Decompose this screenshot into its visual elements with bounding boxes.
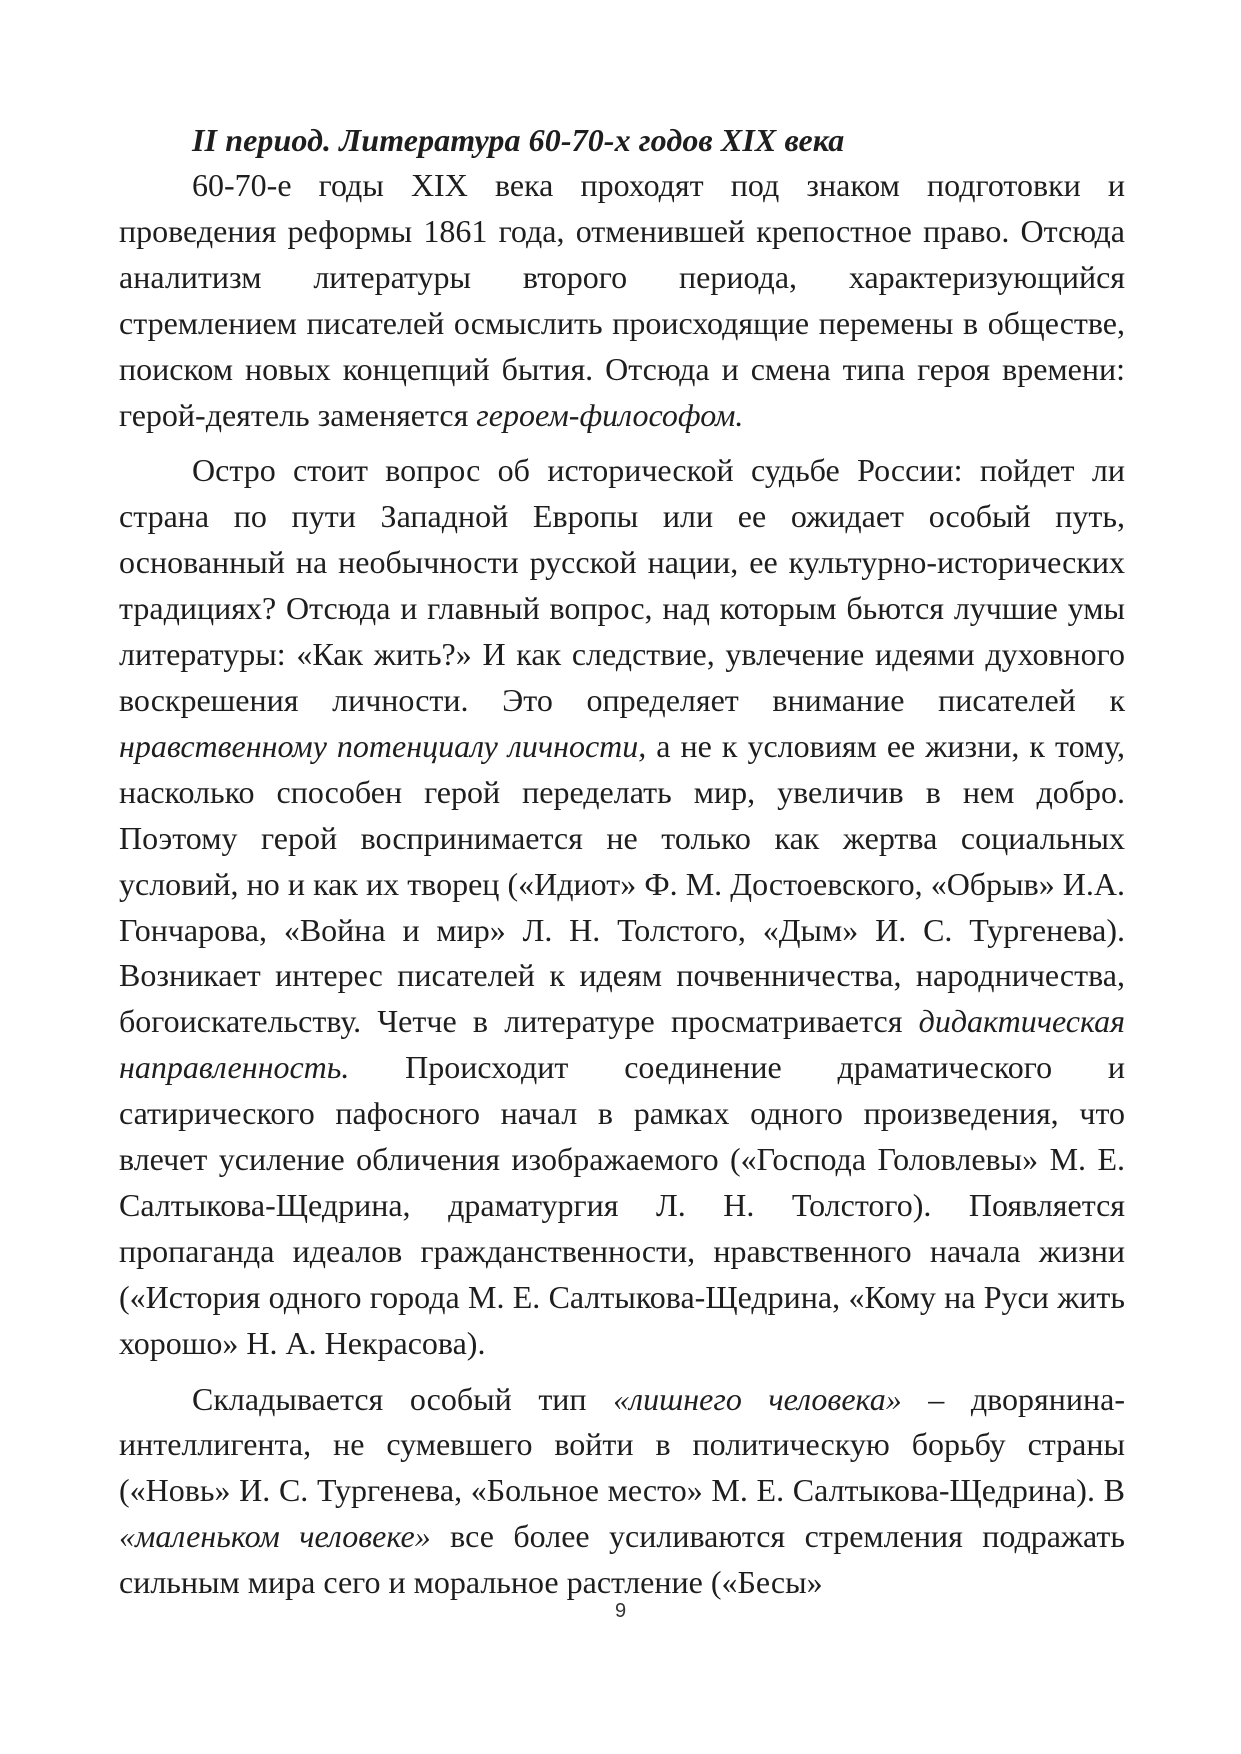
paragraph-3-text-b: – дворянина-интеллигента, не сумевшего войти в политическую борьбу страны («Новь» И. С. Тургенева, «Больное место» М. Е. Салтыкова-Щедрина). В: [119, 1380, 1126, 1509]
paragraph-2-text-b: а не к условиям ее жизни, к тому, насколько способен герой переделать мир, увеличив в нем добро. Поэтому герой воспринимается не только как жертва социальных условий, но и как их творец («Идиот» Ф. М. Достоевского, «Обрыв» И.А. Гончарова, «Война и мир» Л. Н. Толстого, «Дым» И. С. Тургенева). Возникает интерес писателей к идеям почвенничества, народничества, богоискательству. Четче в литературе просматривается: [119, 727, 1125, 1040]
page-content: [119, 118, 1125, 1606]
paragraph-3: [119, 1377, 1125, 1607]
paragraph-1-emphasis: героем-философом.: [476, 396, 744, 433]
section-heading: II период. Литература 60-70-х годов XIX века: [192, 122, 845, 158]
paragraph-3-emphasis-b: «маленьком человеке»: [119, 1518, 431, 1555]
paragraph-2-text-a: Остро стоит вопрос об исторической судьбе России: пойдет ли страна по пути Западной Европы или ее ожидает особый путь, основанный на необычности русской нации, ее культурно-исторических традициях? Отсюда и главный вопрос, над которым бьются лучшие умы литературы: «Как жить?» И как следствие, увлечение идеями духовного воскрешения личности. Это определяет внимание писателей к: [119, 452, 1125, 718]
paragraph-3-emphasis-a: «лишнего человека»: [613, 1380, 902, 1417]
paragraph-1: [119, 163, 1125, 438]
paragraph-1-text: 60-70-е годы XIX века проходят под знаком подготовки и проведения реформы 1861 года, отменившей крепостное право. Отсюда аналитизм литературы второго периода, характеризующийся стремлением писателей осмыслить происходящие перемены в обществе, поиском новых концепций бытия. Отсюда и смена типа героя времени: герой-деятель заменяется: [119, 167, 1125, 433]
paragraph-3-text-a: Складывается особый тип: [192, 1380, 614, 1417]
paragraph-2-emphasis-a: нравственному потенциалу личности,: [119, 727, 647, 764]
paragraph-3-text-c: все более усиливаются стремления подражать сильным мира сего и моральное растление («Бесы»: [119, 1518, 1126, 1601]
paragraph-2: [119, 448, 1125, 1366]
page-number: 9: [614, 1600, 627, 1622]
paragraph-2-emphasis-b: дидактическая направленность.: [119, 1003, 1125, 1086]
paragraph-2-text-c: Происходит соединение драматического и сатирического пафосного начал в рамках одного произведения, что влечет усиление обличения изображаемого («Господа Головлевы» М. Е. Салтыкова-Щедрина, драматургия Л. Н. Толстого). Появляется пропаганда идеалов гражданственности, нравственного начала жизни («История одного города М. Е. Салтыкова-Щедрина, «Кому на Руси жить хорошо» Н. А. Некрасова).: [119, 1049, 1125, 1361]
